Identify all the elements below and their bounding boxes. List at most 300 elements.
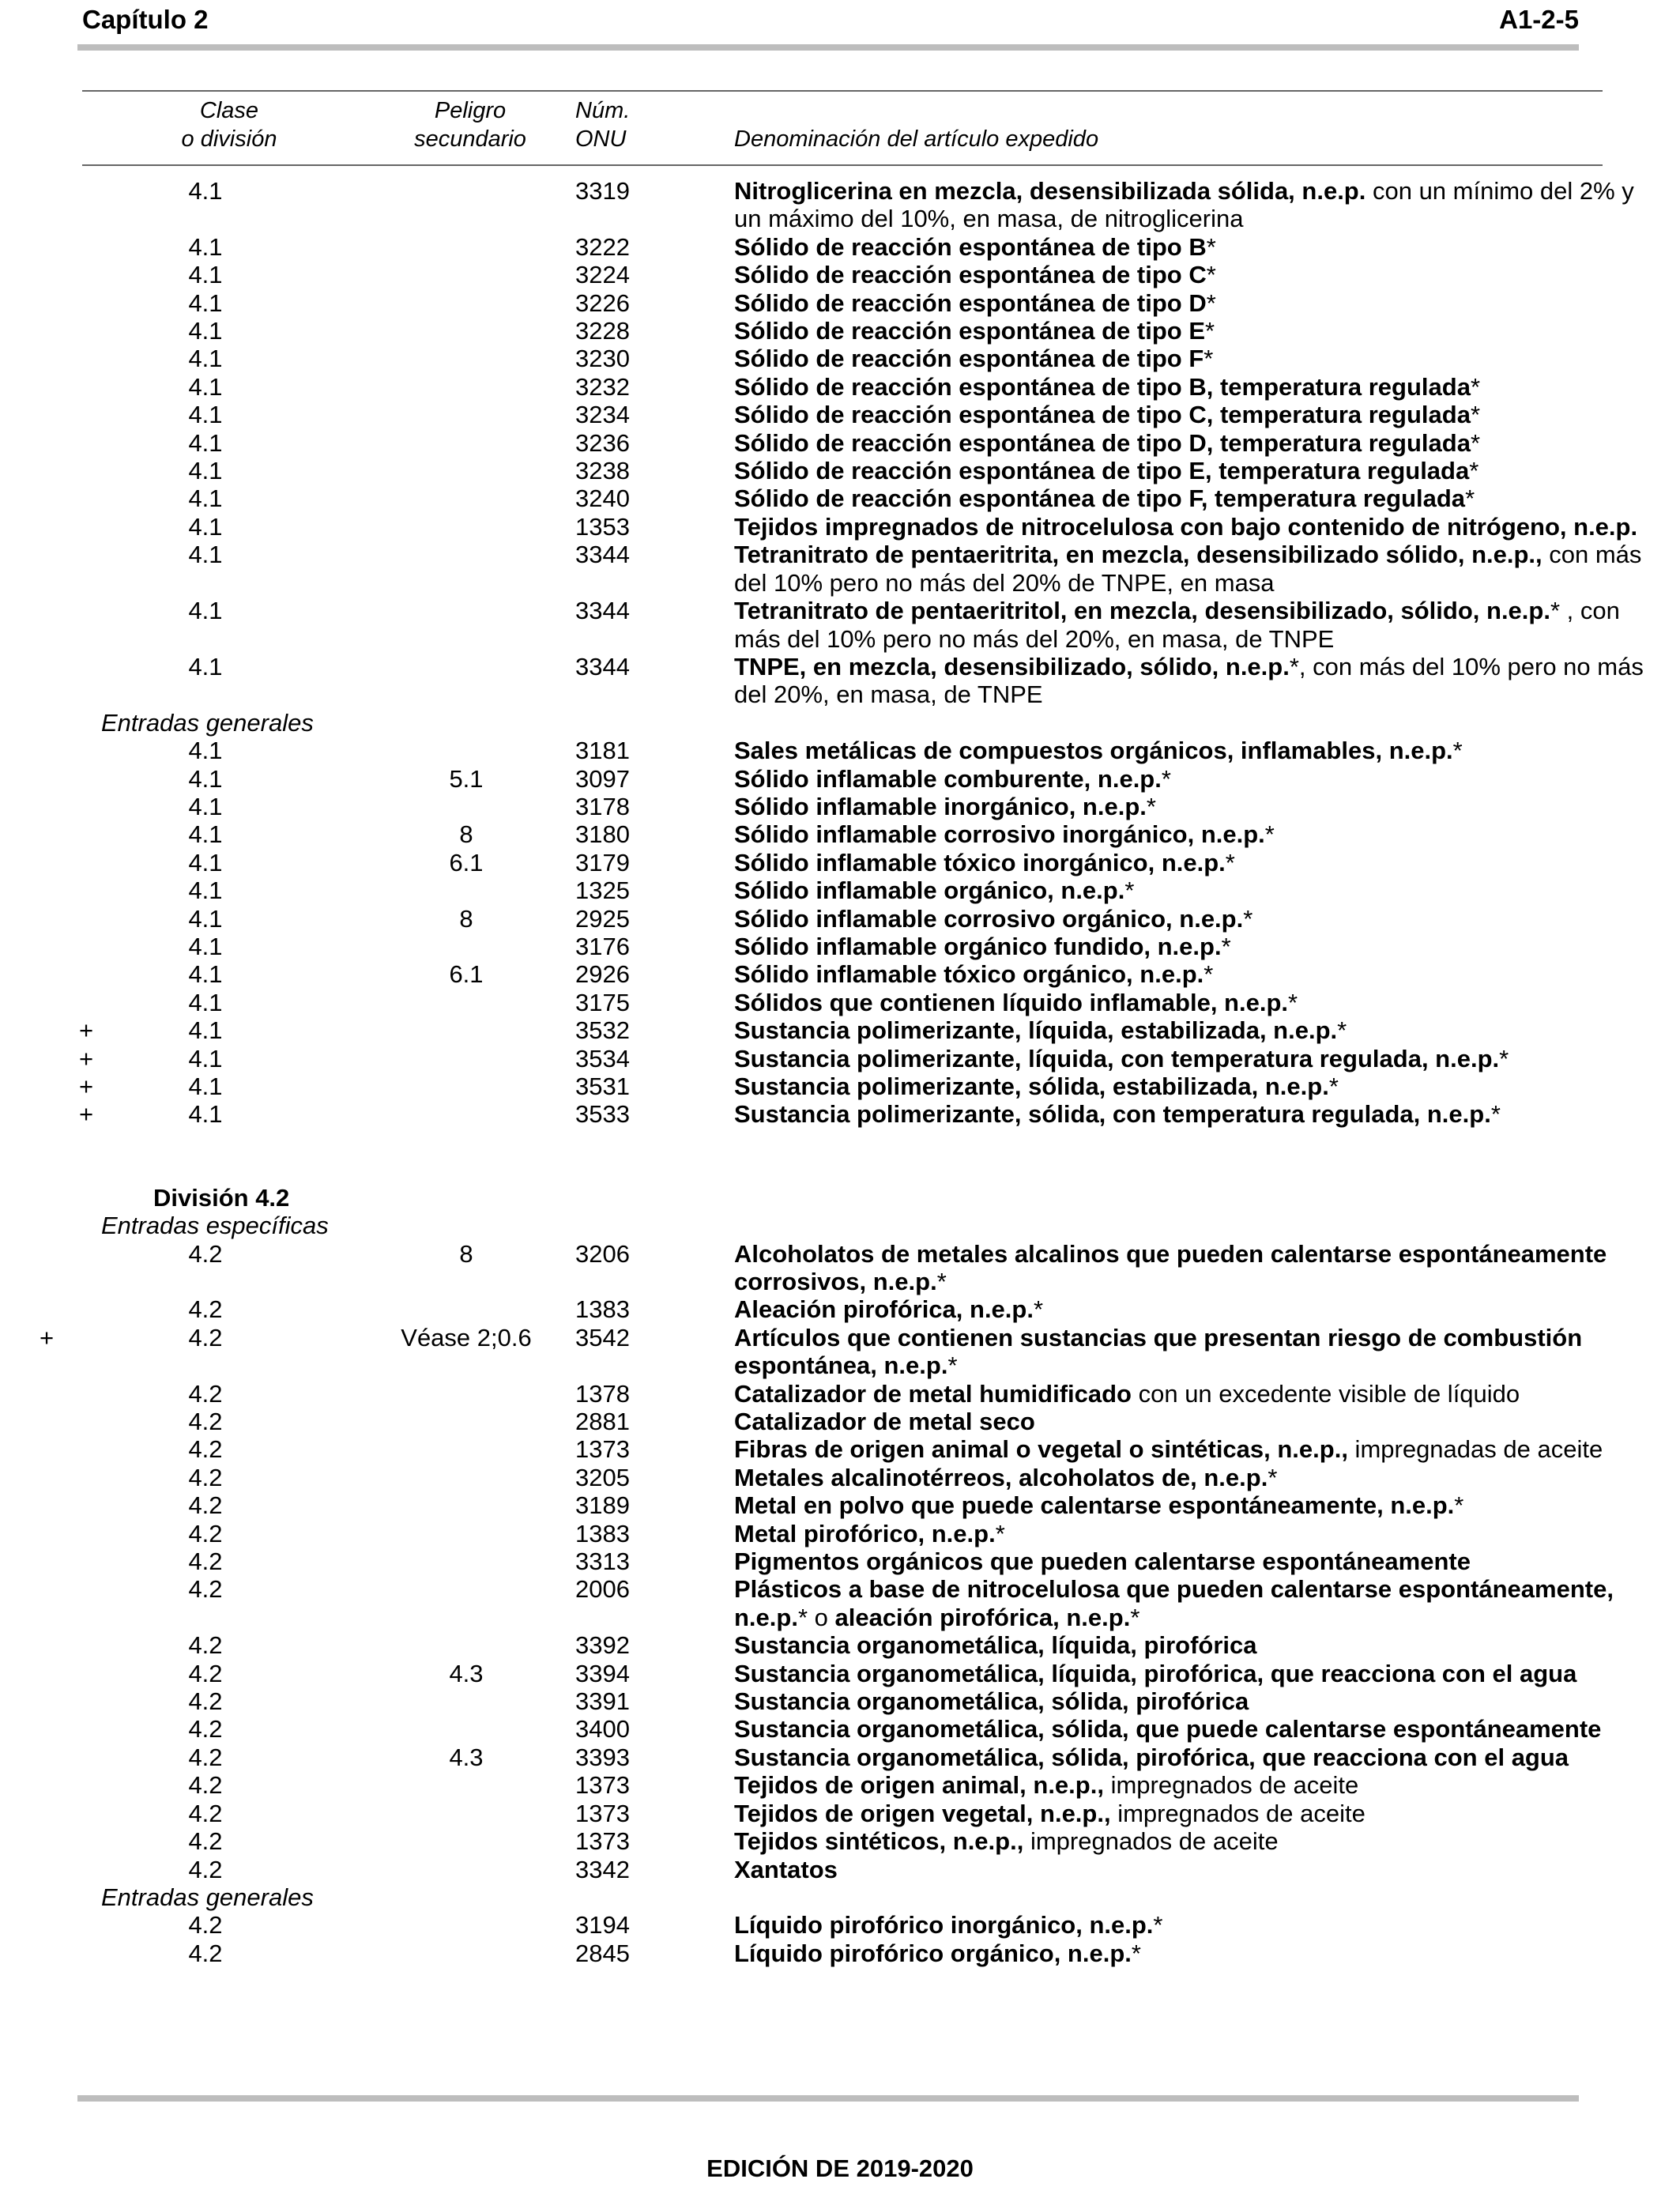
table-row — [0, 1660, 1680, 1687]
amendment-mark: + — [79, 1016, 94, 1045]
class-cell: 4.1 — [188, 541, 223, 569]
shipping-name-cell — [734, 317, 1651, 345]
class-cell: 4.2 — [188, 1771, 223, 1800]
class-cell: 4.2 — [188, 1435, 223, 1464]
amendment-mark: + — [79, 1044, 94, 1072]
shipping-name-bold: Sustancia organometálica, líquida, pirofórica, que reacciona con el agua — [734, 1659, 1577, 1687]
un-number-cell: 3344 — [575, 597, 630, 625]
shipping-name-bold: Tejidos sintéticos, n.e.p., — [734, 1827, 1024, 1856]
shipping-name-rest: con más del 10% pero no más del 20% de TNPE, en masa — [734, 541, 1642, 597]
class-cell: 4.1 — [188, 737, 223, 765]
un-number-cell: 3179 — [575, 848, 630, 876]
shipping-name-rest: * — [1206, 288, 1216, 317]
class-cell: 4.1 — [188, 876, 223, 905]
secondary-hazard-cell: 6.1 — [449, 960, 484, 989]
class-cell: 4.2 — [188, 1659, 223, 1687]
class-cell: 4.2 — [188, 1295, 223, 1324]
shipping-name-bold: Tetranitrato de pentaeritrita, en mezcla, desensibilizado sólido, n.e.p., — [734, 541, 1543, 569]
shipping-name-cell — [734, 177, 1651, 233]
column-header-class-line1: Clase — [199, 98, 259, 123]
shipping-name-bold: Sales metálicas de compuestos orgánicos, inflamables, n.e.p. — [734, 737, 1453, 765]
table-row — [0, 457, 1680, 484]
un-number-cell: 3176 — [575, 932, 630, 960]
table-row — [0, 765, 1680, 793]
un-number-cell: 2925 — [575, 904, 630, 933]
table-row — [0, 1547, 1680, 1575]
shipping-name-bold: Sólido inflamable corrosivo inorgánico, n.e.p. — [734, 820, 1265, 849]
class-cell: 4.1 — [188, 792, 223, 820]
table-row — [0, 1771, 1680, 1799]
shipping-name-cell — [734, 289, 1651, 317]
table-row — [0, 1491, 1680, 1519]
table-row — [0, 1380, 1680, 1408]
shipping-name-cell — [734, 233, 1651, 261]
secondary-hazard-cell: Véase 2;0.6 — [401, 1323, 532, 1351]
table-row — [0, 1295, 1680, 1323]
class-cell: 4.1 — [188, 764, 223, 793]
footer-rule — [77, 2095, 1579, 2102]
entries-heading: Entradas específicas — [101, 1212, 329, 1240]
table-row — [0, 737, 1680, 764]
edition-footer: EDICIÓN DE 2019-2020 — [706, 2154, 974, 2182]
class-cell: 4.1 — [188, 988, 223, 1016]
shipping-name-bold: Sustancia polimerizante, sólida, estabilizada, n.e.p. — [734, 1072, 1329, 1100]
shipping-name-bold: Artículos que contienen sustancias que presentan riesgo de combustión espontánea, n.e.p. — [734, 1323, 1583, 1380]
shipping-name-bold: Xantatos — [734, 1855, 838, 1883]
class-cell: 4.1 — [188, 848, 223, 876]
class-cell: 4.1 — [188, 288, 223, 317]
table-row — [0, 373, 1680, 401]
secondary-hazard-cell: 8 — [459, 1239, 473, 1268]
class-cell: 4.2 — [188, 1323, 223, 1351]
table-row — [0, 933, 1680, 960]
class-cell: 4.1 — [188, 1072, 223, 1100]
class-cell: 4.1 — [188, 960, 223, 989]
shipping-name-bold: Sólido de reacción espontánea de tipo B, temperatura regulada — [734, 372, 1471, 401]
shipping-name-bold: Pigmentos orgánicos que pueden calentarse espontáneamente — [734, 1547, 1471, 1576]
un-number-cell: 2845 — [575, 1939, 630, 1967]
shipping-name-bold: Sustancia organometálica, sólida, pirofórica — [734, 1687, 1249, 1716]
shipping-name-bold: Sólido de reacción espontánea de tipo D — [734, 288, 1207, 317]
un-number-cell: 3175 — [575, 988, 630, 1016]
division-heading: División 4.2 — [153, 1183, 290, 1212]
shipping-name-bold: Sólido de reacción espontánea de tipo F, temperatura regulada — [734, 484, 1466, 513]
shipping-name-cell — [734, 820, 1651, 848]
shipping-name-rest: * — [1206, 232, 1216, 261]
table-row — [0, 876, 1680, 904]
shipping-name-bold: Sólido de reacción espontánea de tipo E, temperatura regulada — [734, 457, 1470, 485]
shipping-name-bold: Sólido de reacción espontánea de tipo C, temperatura regulada — [734, 401, 1471, 429]
shipping-name-cell — [734, 1016, 1651, 1044]
section-label — [0, 1883, 1680, 1911]
shipping-name-bold: Sustancia organometálica, sólida, pirofórica, que reacciona con el agua — [734, 1743, 1569, 1771]
shipping-name-rest: * — [1124, 876, 1135, 905]
table-row — [0, 1045, 1680, 1072]
shipping-name-cell — [734, 849, 1651, 876]
table-row — [0, 1715, 1680, 1743]
un-number-cell: 3393 — [575, 1743, 630, 1771]
un-number-cell: 1383 — [575, 1519, 630, 1547]
un-number-cell: 1373 — [575, 1827, 630, 1856]
shipping-name-bold: Sólido inflamable corrosivo orgánico, n.e.p. — [734, 904, 1244, 933]
shipping-name-rest: impregnados de aceite — [1023, 1827, 1279, 1856]
shipping-name-bold: Catalizador de metal humidificado — [734, 1379, 1132, 1408]
shipping-name-bold: Sustancia polimerizante, sólida, con temperatura regulada, n.e.p. — [734, 1100, 1491, 1129]
shipping-name-cell — [734, 1856, 1651, 1883]
shipping-name-cell — [734, 1240, 1651, 1296]
un-number-cell: 3542 — [575, 1323, 630, 1351]
shipping-name-cell — [734, 513, 1651, 541]
shipping-name-rest: * , con más del 10% pero no más del 20%, en masa, de TNPE — [734, 597, 1620, 653]
shipping-name-bold: Sólido de reacción espontánea de tipo F — [734, 345, 1204, 373]
table-row — [0, 317, 1680, 345]
table-row — [0, 541, 1680, 597]
shipping-name-cell — [734, 1800, 1651, 1827]
un-number-cell: 3206 — [575, 1239, 630, 1268]
shipping-name-cell — [734, 1464, 1651, 1491]
class-cell: 4.2 — [188, 1855, 223, 1883]
shipping-name-cell — [734, 1744, 1651, 1771]
column-header-secondary-line2: secundario — [414, 126, 526, 152]
shipping-name-bold: Catalizador de metal seco — [734, 1408, 1035, 1436]
column-header-class — [166, 96, 292, 153]
shipping-name-bold: Metales alcalinotérreos, alcoholatos de, n.e.p. — [734, 1463, 1268, 1491]
table-row — [0, 261, 1680, 288]
un-number-cell: 3240 — [575, 484, 630, 513]
shipping-name-cell — [734, 1940, 1651, 1967]
un-number-cell: 3391 — [575, 1687, 630, 1716]
column-header-un-line1: Núm. — [575, 98, 631, 123]
shipping-name-cell — [734, 1408, 1651, 1435]
shipping-name-cell — [734, 1660, 1651, 1687]
table-row — [0, 820, 1680, 848]
table-row — [0, 1072, 1680, 1100]
class-cell: 4.2 — [188, 1379, 223, 1408]
shipping-name-bold: Líquido pirofórico inorgánico, n.e.p. — [734, 1911, 1154, 1940]
un-number-cell: 3344 — [575, 652, 630, 680]
shipping-name-cell — [734, 345, 1651, 372]
shipping-name-rest: * — [1470, 372, 1481, 401]
un-number-cell: 3392 — [575, 1631, 630, 1660]
table-row — [0, 233, 1680, 261]
un-number-cell: 3342 — [575, 1855, 630, 1883]
shipping-name-cell — [734, 1072, 1651, 1100]
column-header-class-line2: o división — [181, 126, 277, 152]
table-row — [0, 484, 1680, 512]
shipping-name-cell — [734, 1911, 1651, 1939]
shipping-name-bold: Sólido inflamable tóxico inorgánico, n.e.p. — [734, 848, 1226, 876]
un-number-cell: 3232 — [575, 372, 630, 401]
un-number-cell: 3313 — [575, 1547, 630, 1576]
secondary-hazard-cell: 4.3 — [449, 1659, 484, 1687]
shipping-name-bold: Sólido inflamable comburente, n.e.p. — [734, 764, 1162, 793]
un-number-cell: 3319 — [575, 177, 630, 205]
shipping-name-bold: aleación pirofórica, n.e.p. — [834, 1603, 1131, 1631]
shipping-name-bold: Sólido inflamable inorgánico, n.e.p. — [734, 792, 1147, 820]
un-number-cell: 1373 — [575, 1799, 630, 1827]
table-row — [0, 1827, 1680, 1855]
class-cell: 4.2 — [188, 1463, 223, 1491]
shipping-name-rest: * o — [797, 1603, 835, 1631]
class-cell: 4.1 — [188, 512, 223, 541]
un-number-cell: 1325 — [575, 876, 630, 905]
class-cell: 4.2 — [188, 1687, 223, 1716]
shipping-name-rest: * — [1205, 317, 1215, 345]
class-cell: 4.1 — [188, 1016, 223, 1045]
shipping-name-bold: Alcoholatos de metales alcalinos que pueden calentarse espontáneamente corrosivos, n.e.p. — [734, 1239, 1607, 1295]
shipping-name-bold: Tejidos impregnados de nitrocelulosa con bajo contenido de nitrógeno, n.e.p. — [734, 512, 1638, 541]
shipping-name-bold: Metal pirofórico, n.e.p. — [734, 1519, 996, 1547]
un-number-cell: 3236 — [575, 428, 630, 457]
shipping-name-cell — [734, 1295, 1651, 1323]
shipping-name-bold: Fibras de origen animal o vegetal o sintéticas, n.e.p., — [734, 1435, 1348, 1464]
shipping-name-rest: * — [1470, 428, 1481, 457]
shipping-name-bold: Sólido de reacción espontánea de tipo D, temperatura regulada — [734, 428, 1471, 457]
shipping-name-bold: Sustancia organometálica, líquida, pirofórica — [734, 1631, 1257, 1660]
class-cell: 4.1 — [188, 597, 223, 625]
shipping-name-cell — [734, 933, 1651, 960]
shipping-name-cell — [734, 1687, 1651, 1715]
table-row — [0, 1744, 1680, 1771]
un-number-cell: 3180 — [575, 820, 630, 849]
un-number-cell: 3534 — [575, 1044, 630, 1072]
shipping-name-cell — [734, 261, 1651, 288]
shipping-name-cell — [734, 373, 1651, 401]
shipping-name-rest: * — [1328, 1072, 1339, 1100]
secondary-hazard-cell: 8 — [459, 820, 473, 849]
shipping-name-rest: * — [1131, 1939, 1141, 1967]
table-row — [0, 653, 1680, 709]
amendment-mark: + — [79, 1100, 94, 1129]
shipping-name-bold: Plásticos a base de nitrocelulosa que pueden calentarse espontáneamente, n.e.p. — [734, 1575, 1614, 1631]
shipping-name-rest: impregnados de aceite — [1103, 1771, 1359, 1800]
class-cell: 4.2 — [188, 1715, 223, 1744]
shipping-name-cell — [734, 960, 1651, 988]
shipping-name-cell — [734, 989, 1651, 1016]
column-header-secondary-line1: Peligro — [434, 98, 507, 123]
shipping-name-rest: *, con más del 10% pero no más del 20%, en masa, de TNPE — [734, 652, 1644, 709]
shipping-name-cell — [734, 1491, 1651, 1519]
un-number-cell: 3222 — [575, 232, 630, 261]
section-gap — [0, 1129, 1680, 1184]
un-number-cell: 3226 — [575, 288, 630, 317]
shipping-name-rest: * — [1161, 764, 1171, 793]
table-row — [0, 1464, 1680, 1491]
table-row — [0, 1800, 1680, 1827]
table-row — [0, 960, 1680, 988]
shipping-name-cell — [734, 1380, 1651, 1408]
table-row — [0, 1940, 1680, 1967]
column-header-un-line2: ONU — [575, 126, 627, 152]
shipping-name-bold: Tejidos de origen vegetal, n.e.p., — [734, 1799, 1111, 1827]
un-number-cell: 3344 — [575, 541, 630, 569]
un-number-cell: 3178 — [575, 792, 630, 820]
table-row — [0, 1435, 1680, 1463]
un-number-cell: 3194 — [575, 1911, 630, 1940]
section-label — [0, 1212, 1680, 1239]
shipping-name-cell — [734, 484, 1651, 512]
shipping-name-rest: * — [1206, 261, 1216, 289]
shipping-name-cell — [734, 1827, 1651, 1855]
entries-heading: Entradas generales — [101, 708, 314, 737]
un-number-cell: 3532 — [575, 1016, 630, 1045]
shipping-name-bold: Metal en polvo que puede calentarse espontáneamente, n.e.p. — [734, 1491, 1455, 1520]
shipping-name-rest: con un mínimo del 2% y un máximo del 10%, en masa, de nitroglicerina — [734, 177, 1634, 233]
shipping-name-cell — [734, 1575, 1651, 1631]
chapter-title: Capítulo 2 — [82, 5, 209, 34]
shipping-name-cell — [734, 1100, 1651, 1128]
shipping-name-cell — [734, 1435, 1651, 1463]
class-cell: 4.1 — [188, 652, 223, 680]
un-number-cell: 2006 — [575, 1575, 630, 1604]
shipping-name-rest: * — [1153, 1911, 1163, 1940]
shipping-name-rest: con un excedente visible de líquido — [1131, 1379, 1520, 1408]
shipping-name-rest: * — [1243, 904, 1253, 933]
column-header-name — [734, 96, 1098, 153]
shipping-name-cell — [734, 429, 1651, 457]
shipping-name-bold: Nitroglicerina en mezcla, desensibilizada sólida, n.e.p. — [734, 177, 1366, 205]
shipping-name-bold: Sólido inflamable orgánico fundido, n.e.p. — [734, 932, 1222, 960]
secondary-hazard-cell: 6.1 — [449, 848, 484, 876]
un-number-cell: 3097 — [575, 764, 630, 793]
class-cell: 4.1 — [188, 1044, 223, 1072]
table-row — [0, 513, 1680, 541]
shipping-name-rest: * — [1454, 1491, 1464, 1520]
class-cell: 4.2 — [188, 1491, 223, 1520]
shipping-name-cell — [734, 737, 1651, 764]
class-cell: 4.1 — [188, 401, 223, 429]
class-cell: 4.1 — [188, 428, 223, 457]
header-rule — [77, 44, 1579, 51]
un-number-cell: 3224 — [575, 261, 630, 289]
table-row — [0, 1687, 1680, 1715]
secondary-hazard-cell: 4.3 — [449, 1743, 484, 1771]
un-number-cell: 3238 — [575, 457, 630, 485]
class-cell: 4.1 — [188, 932, 223, 960]
table-row — [0, 1575, 1680, 1631]
shipping-name-rest: * — [1130, 1603, 1140, 1631]
shipping-name-rest: * — [1033, 1295, 1044, 1324]
shipping-name-rest: * — [1146, 792, 1156, 820]
table-row — [0, 1016, 1680, 1044]
un-number-cell: 3394 — [575, 1659, 630, 1687]
shipping-name-cell — [734, 1631, 1651, 1659]
table-row — [0, 793, 1680, 820]
shipping-name-bold: Sustancia polimerizante, líquida, estabilizada, n.e.p. — [734, 1016, 1338, 1045]
shipping-name-cell — [734, 1324, 1651, 1380]
table-row — [0, 1408, 1680, 1435]
class-cell: 4.1 — [188, 261, 223, 289]
table-row — [0, 401, 1680, 428]
class-cell: 4.1 — [188, 372, 223, 401]
un-number-cell: 3205 — [575, 1463, 630, 1491]
shipping-name-bold: Aleación pirofórica, n.e.p. — [734, 1295, 1034, 1324]
shipping-name-cell — [734, 653, 1651, 709]
shipping-name-cell — [734, 1715, 1651, 1743]
shipping-name-bold: Sólido de reacción espontánea de tipo B — [734, 232, 1207, 261]
shipping-name-cell — [734, 401, 1651, 428]
shipping-name-cell — [734, 457, 1651, 484]
shipping-name-rest: * — [1469, 457, 1479, 485]
class-cell: 4.1 — [188, 904, 223, 933]
shipping-name-bold: Tejidos de origen animal, n.e.p., — [734, 1771, 1104, 1800]
shipping-name-cell — [734, 597, 1651, 653]
un-number-cell: 2926 — [575, 960, 630, 989]
secondary-hazard-cell: 5.1 — [449, 764, 484, 793]
un-number-cell: 3531 — [575, 1072, 630, 1100]
class-cell: 4.1 — [188, 1100, 223, 1129]
table-row — [0, 1240, 1680, 1296]
table-row — [0, 597, 1680, 653]
class-cell: 4.2 — [188, 1239, 223, 1268]
class-cell: 4.2 — [188, 1799, 223, 1827]
class-cell: 4.1 — [188, 345, 223, 373]
shipping-name-bold: Sustancia organometálica, sólida, que puede calentarse espontáneamente — [734, 1715, 1602, 1744]
dangerous-goods-table — [0, 177, 1680, 1967]
class-cell: 4.1 — [188, 317, 223, 345]
un-number-cell: 1353 — [575, 512, 630, 541]
column-header-name-line: Denominación del artículo expedido — [734, 126, 1099, 152]
section-label — [0, 709, 1680, 737]
page-header — [82, 3, 1579, 38]
secondary-hazard-cell: 8 — [459, 904, 473, 933]
shipping-name-bold: Sólidos que contienen líquido inflamable, n.e.p. — [734, 988, 1288, 1016]
shipping-name-rest: * — [1288, 988, 1298, 1016]
shipping-name-cell — [734, 1771, 1651, 1799]
table-row — [0, 429, 1680, 457]
shipping-name-bold: Líquido pirofórico orgánico, n.e.p. — [734, 1939, 1132, 1967]
table-row — [0, 289, 1680, 317]
table-row — [0, 1911, 1680, 1939]
shipping-name-bold: Sustancia polimerizante, líquida, con temperatura regulada, n.e.p. — [734, 1044, 1500, 1072]
table-row — [0, 905, 1680, 933]
shipping-name-bold: Sólido inflamable tóxico orgánico, n.e.p. — [734, 960, 1204, 989]
class-cell: 4.1 — [188, 457, 223, 485]
shipping-name-bold: Sólido inflamable orgánico, n.e.p. — [734, 876, 1125, 905]
un-number-cell: 3181 — [575, 737, 630, 765]
un-number-cell: 1373 — [575, 1435, 630, 1464]
shipping-name-bold: TNPE, en mezcla, desensibilizado, sólido, n.e.p. — [734, 652, 1290, 680]
shipping-name-cell — [734, 1547, 1651, 1575]
class-cell: 4.2 — [188, 1547, 223, 1576]
table-row — [0, 849, 1680, 876]
shipping-name-rest: * — [1203, 345, 1214, 373]
shipping-name-bold: Sólido de reacción espontánea de tipo E — [734, 317, 1206, 345]
shipping-name-rest: impregnadas de aceite — [1347, 1435, 1603, 1464]
amendment-mark: + — [79, 1072, 94, 1100]
un-number-cell: 3234 — [575, 401, 630, 429]
shipping-name-rest: impregnados de aceite — [1110, 1799, 1365, 1827]
shipping-name-rest: * — [936, 1267, 947, 1295]
un-number-cell: 3400 — [575, 1715, 630, 1744]
table-row — [0, 1100, 1680, 1128]
shipping-name-rest: * — [1452, 737, 1463, 765]
shipping-name-rest: * — [995, 1519, 1005, 1547]
amendment-mark: + — [40, 1323, 55, 1351]
un-number-cell: 1373 — [575, 1771, 630, 1800]
table-row — [0, 1856, 1680, 1883]
entries-heading: Entradas generales — [101, 1883, 314, 1911]
shipping-name-rest: * — [1490, 1100, 1501, 1129]
class-cell: 4.2 — [188, 1408, 223, 1436]
class-cell: 4.1 — [188, 484, 223, 513]
un-number-cell: 2881 — [575, 1408, 630, 1436]
shipping-name-bold: Sólido de reacción espontánea de tipo C — [734, 261, 1207, 289]
column-header-un — [575, 96, 630, 153]
shipping-name-cell — [734, 1520, 1651, 1547]
class-cell: 4.2 — [188, 1911, 223, 1940]
class-cell: 4.1 — [188, 820, 223, 849]
